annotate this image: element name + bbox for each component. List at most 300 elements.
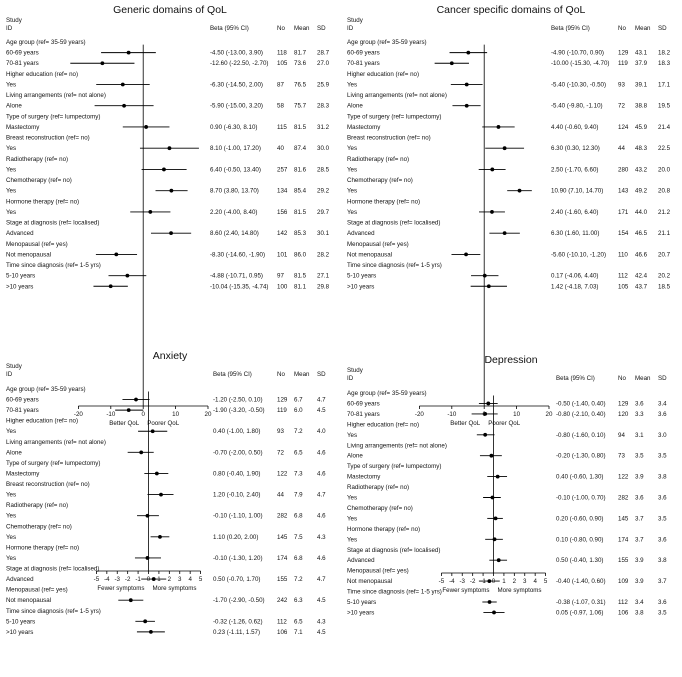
point-estimate [450,61,454,65]
x-tick-label: -1 [480,578,486,585]
study-header: Study [347,367,363,374]
point-estimate [492,611,496,615]
x-tick-label: 10 [172,411,180,418]
row-label: Mastectomy [347,473,381,481]
point-estimate [503,231,507,235]
study-header: Study [6,363,22,370]
group-header: Menopausal (ref= yes) [347,240,409,248]
panel-title: Depression [484,354,538,366]
sd-value: 3.8 [658,557,667,565]
sd-value: 28.7 [317,49,330,57]
mean-value: 7.3 [294,470,303,478]
beta-header: Beta (95% CI) [556,375,595,382]
group-header: Time since diagnosis (ref= 1-5 yrs) [6,262,101,270]
row-label: >10 years [6,283,34,291]
no-value: 154 [618,230,629,238]
forest-panel-1 [6,4,330,427]
point-estimate [466,51,470,55]
point-estimate [143,619,147,623]
point-estimate [122,104,126,108]
group-header: Hormone therapy (ref= no) [6,198,80,206]
point-estimate [100,61,104,65]
group-header: Menopausal (ref= yes) [6,586,68,594]
x-tick-label: -2 [124,576,131,583]
sd-value: 18.2 [658,49,671,57]
row-label: 70-81 years [347,410,380,418]
row-label: Alone [6,102,22,110]
beta-value: -5.90 (-15.00, 3.20) [210,102,263,110]
beta-value: -5.60 (-10.10, -1.20) [551,251,607,259]
x-tick-label: -2 [469,578,476,585]
left-direction-label: Better QoL [450,420,481,427]
row-label: Advanced [6,576,34,584]
sd-value: 4.6 [317,470,326,478]
no-value: 58 [277,102,284,110]
point-estimate [151,429,155,433]
row-label: Not menopausal [347,251,393,259]
no-value: 94 [618,431,625,439]
mean-value: 49.2 [635,187,648,195]
right-direction-label: More symptoms [152,585,197,592]
no-value: 73 [618,452,625,460]
id-header: ID [347,375,354,382]
mean-value: 43.7 [635,283,648,291]
x-tick-label: 2 [167,576,172,583]
sd-header: SD [317,25,326,32]
beta-value: -5.40 (-10.30, -0.50) [551,81,607,89]
row-label: Mastectomy [6,470,40,478]
mean-value: 44.0 [635,208,648,216]
point-estimate [496,475,500,479]
no-value: 122 [277,470,288,478]
sd-value: 30.1 [317,230,330,238]
mean-value: 87.4 [294,145,307,153]
sd-value: 21.4 [658,123,671,131]
sd-value: 29.8 [317,283,330,291]
beta-value: -4.88 (-10.71, 0.95) [210,272,263,280]
sd-value: 25.9 [317,81,330,89]
row-label: Advanced [6,230,34,238]
no-value: 242 [277,597,288,605]
sd-value: 28.2 [317,251,330,259]
mean-value: 81.7 [294,49,307,57]
beta-value: 8.70 (3.80, 13.70) [210,187,259,195]
row-label: 60-69 years [347,400,380,408]
no-value: 93 [277,428,284,436]
sd-value: 3.6 [658,599,667,606]
point-estimate [483,433,487,437]
study-header: Study [6,17,22,24]
sd-value: 3.6 [658,410,667,418]
no-value: 134 [277,187,288,195]
no-value: 40 [277,145,284,153]
mean-value: 86.0 [294,251,307,259]
no-header: No [277,371,285,378]
x-tick-label: 2 [512,578,517,585]
beta-value: 1.10 (0.20, 2.00) [213,533,259,541]
no-value: 112 [277,618,287,626]
no-value: 112 [618,599,628,606]
point-estimate [483,412,487,416]
no-value: 119 [277,407,287,415]
group-header: Chemotherapy (ref= no) [6,177,72,185]
sd-header: SD [317,371,326,378]
sd-value: 4.0 [317,428,326,436]
sd-value: 20.2 [658,272,671,280]
point-estimate [162,168,166,172]
x-tick-label: 4 [533,578,537,585]
row-label: Not menopausal [6,597,52,605]
sd-value: 28.5 [317,166,330,174]
mean-value: 3.6 [635,494,644,502]
row-label: Alone [6,449,22,457]
no-value: 87 [277,81,284,89]
x-tick-label: 20 [545,411,553,418]
group-header: Stage at diagnosis (ref= localised) [347,219,441,227]
no-header: No [618,25,626,32]
point-estimate [487,579,491,583]
row-label: Yes [347,187,358,195]
mean-value: 3.6 [635,400,644,408]
x-tick-label: -3 [459,578,466,585]
x-tick-label: -3 [114,576,121,583]
sd-value: 22.5 [658,145,671,153]
no-value: 156 [277,208,288,216]
point-estimate [464,253,468,257]
group-header: Stage at diagnosis (ref= localised) [347,546,441,554]
point-estimate [129,598,133,602]
row-label: 60-69 years [347,49,380,57]
x-tick-label: -1 [135,576,141,583]
right-direction-label: More symptoms [497,587,542,594]
beta-value: 0.50 (-0.70, 1.70) [213,576,261,584]
row-label: 5-10 years [347,599,377,606]
group-header: Radiotherapy (ref= no) [347,155,410,163]
beta-value: -0.40 (-1.40, 0.60) [556,578,606,586]
row-label: Yes [347,81,358,89]
group-header: Higher education (ref= no) [347,421,420,429]
beta-value: 0.10 (-0.80, 0.90) [556,536,604,544]
group-header: Chemotherapy (ref= no) [6,523,72,531]
point-estimate [490,454,494,458]
beta-value: 0.50 (-0.40, 1.30) [556,557,604,565]
sd-value: 4.6 [317,512,326,520]
point-estimate [144,125,148,129]
no-value: 93 [618,81,625,89]
sd-value: 3.5 [658,609,667,617]
sd-value: 21.2 [658,208,671,216]
mean-value: 3.7 [635,536,644,544]
point-estimate [503,146,507,150]
sd-value: 20.8 [658,187,671,195]
mean-value: 37.9 [635,60,648,68]
no-value: 174 [277,554,288,562]
row-label: Advanced [347,557,375,565]
mean-value: 42.4 [635,272,648,280]
forest-panel-3 [6,350,326,636]
row-label: Yes [347,208,358,216]
sd-value: 4.6 [317,449,326,457]
point-estimate [488,600,492,604]
sd-value: 4.6 [317,554,326,562]
x-tick-label: 1 [157,576,161,583]
right-direction-label: Poorer QoL [147,420,180,427]
no-value: 280 [618,166,629,174]
point-estimate [158,535,162,539]
mean-value: 6.7 [294,396,303,404]
mean-value: 3.9 [635,578,644,586]
point-estimate [134,398,138,402]
sd-value: 4.7 [317,396,326,404]
beta-value: 0.05 (-0.97, 1.06) [556,609,604,617]
point-estimate [465,104,469,108]
group-header: Hormone therapy (ref= no) [347,198,421,206]
beta-value: -0.10 (-1.10, 1.00) [213,512,263,520]
mean-value: 7.5 [294,533,303,541]
point-estimate [155,472,159,476]
mean-value: 76.5 [294,81,307,89]
beta-header: Beta (95% CI) [551,25,590,32]
no-value: 105 [618,283,629,291]
group-header: Age group (ref= 35-59 years) [347,390,427,397]
beta-value: -0.70 (-2.00, 0.50) [213,449,263,457]
no-value: 155 [618,557,629,565]
sd-value: 3.5 [658,515,667,523]
x-tick-label: 3 [178,576,182,583]
group-header: Chemotherapy (ref= no) [347,504,413,512]
group-header: Type of surgery (ref= lumpectomy) [347,113,442,121]
beta-value: -5.40 (-9.80, -1.10) [551,102,603,110]
group-header: Age group (ref= 35-59 years) [6,386,86,393]
mean-value: 3.7 [635,515,644,523]
mean-value: 7.2 [294,576,303,584]
point-estimate [127,408,131,412]
row-label: Not menopausal [347,578,393,586]
row-label: Yes [6,145,17,153]
x-tick-label: -4 [449,578,455,585]
sd-value: 3.8 [658,473,667,481]
sd-value: 28.3 [317,102,330,110]
sd-header: SD [658,25,667,32]
mean-value: 6.8 [294,512,303,520]
row-label: Yes [6,208,17,216]
mean-value: 6.0 [294,407,303,415]
row-label: >10 years [6,628,34,636]
point-estimate [121,83,125,87]
sd-value: 18.3 [658,60,671,68]
study-header: Study [347,17,363,24]
beta-value: 0.23 (-1.11, 1.57) [213,628,261,636]
x-tick-label: 0 [146,576,151,583]
row-label: >10 years [347,609,375,617]
no-value: 44 [618,145,625,153]
no-value: 100 [277,283,288,291]
row-label: Not menopausal [6,251,52,259]
beta-value: -0.20 (-1.30, 0.80) [556,452,606,460]
sd-value: 20.7 [658,251,671,259]
row-label: Alone [347,102,363,110]
row-label: Yes [6,166,17,174]
sd-value: 31.2 [317,123,330,131]
group-header: Time since diagnosis (ref= 1-5 yrs) [347,262,442,270]
row-label: Mastectomy [6,123,40,131]
no-value: 129 [618,49,629,57]
group-header: Living arrangements (ref= not alone) [347,442,447,450]
x-tick-label: -5 [93,576,100,583]
mean-value: 45.9 [635,123,648,131]
row-label: Yes [347,431,358,439]
no-value: 110 [618,251,628,259]
point-estimate [109,284,113,288]
beta-value: 1.42 (-4.18, 7.03) [551,283,599,291]
beta-value: -8.30 (-14.60, -1.90) [210,251,266,259]
sd-value: 27.0 [317,60,330,68]
beta-value: -10.00 (-15.30, -4.70) [551,60,610,68]
no-value: 72 [618,102,625,110]
group-header: Breast reconstruction (ref= no) [347,134,431,142]
group-header: Radiotherapy (ref= no) [6,502,69,510]
x-tick-label: 4 [188,576,192,583]
row-label: Yes [347,166,358,174]
sd-value: 3.5 [658,452,667,460]
group-header: Stage at diagnosis (ref= localised) [6,219,100,227]
x-tick-label: -20 [73,411,83,418]
group-header: Menopausal (ref= yes) [6,240,68,248]
beta-value: -0.10 (-1.30, 1.20) [213,554,263,562]
group-header: Breast reconstruction (ref= no) [6,481,90,489]
point-estimate [127,51,131,55]
beta-value: 2.50 (-1.70, 6.60) [551,166,599,174]
beta-header: Beta (95% CI) [210,25,249,32]
group-header: Living arrangements (ref= not alone) [6,92,106,100]
sd-value: 4.7 [317,576,326,584]
beta-value: -0.50 (-1.40, 0.40) [556,400,606,408]
group-header: Living arrangements (ref= not alone) [6,438,106,446]
no-value: 171 [618,208,629,216]
mean-value: 85.4 [294,187,307,195]
beta-value: 0.40 (-0.60, 1.30) [556,473,604,481]
no-value: 145 [277,533,288,541]
x-tick-label: -10 [447,411,457,418]
forest-panel-4 [347,354,667,616]
beta-value: -1.90 (-3.20, -0.50) [213,407,265,415]
no-value: 174 [618,536,629,544]
mean-value: 81.1 [294,283,307,291]
beta-value: 0.20 (-0.60, 0.90) [556,515,604,523]
right-direction-label: Poorer QoL [488,420,521,427]
mean-value: 48.3 [635,145,648,153]
mean-value: 81.5 [294,123,307,131]
group-header: Stage at diagnosis (ref= localised) [6,565,100,573]
left-direction-label: Fewer symptoms [97,585,145,592]
point-estimate [169,231,173,235]
beta-value: -1.70 (-2.90, -0.50) [213,597,265,605]
point-estimate [148,210,152,214]
mean-header: Mean [635,25,651,32]
sd-value: 4.7 [317,491,326,499]
beta-value: -0.10 (-1.00, 0.70) [556,494,606,502]
mean-value: 6.5 [294,449,303,457]
no-header: No [618,375,626,382]
beta-value: 10.90 (7.10, 14.70) [551,187,604,195]
beta-value: -0.80 (-1.60, 0.10) [556,431,606,439]
row-label: Yes [347,145,358,153]
mean-value: 75.7 [294,102,307,110]
left-direction-label: Better QoL [109,420,140,427]
mean-value: 3.3 [635,410,644,418]
panel-title: Cancer specific domains of QoL [436,4,586,16]
mean-value: 85.3 [294,230,307,238]
no-value: 105 [277,60,288,68]
sd-value: 4.3 [317,618,326,626]
group-header: Age group (ref= 35-59 years) [347,39,427,46]
point-estimate [487,284,491,288]
sd-value: 3.7 [658,578,667,586]
no-value: 145 [618,515,629,523]
point-estimate [125,274,129,278]
row-label: Yes [347,536,358,544]
group-header: Age group (ref= 35-59 years) [6,39,86,46]
no-value: 142 [277,230,288,238]
sd-value: 20.0 [658,166,671,174]
beta-value: -12.60 (-22.50, -2.70) [210,60,269,68]
beta-value: -4.90 (-10.70, 0.90) [551,49,604,57]
mean-value: 3.4 [635,599,644,606]
mean-value: 73.6 [294,60,307,68]
no-value: 106 [277,628,288,636]
sd-value: 18.5 [658,283,671,291]
row-label: 70-81 years [347,60,380,68]
no-value: 124 [618,123,629,131]
point-estimate [486,402,490,406]
x-tick-label: -5 [438,578,445,585]
beta-value: 4.40 (-0.60, 9.40) [551,123,599,131]
no-value: 120 [618,410,629,418]
point-estimate [518,189,522,193]
no-value: 119 [618,60,628,68]
mean-value: 46.5 [635,230,648,238]
beta-value: 0.17 (-4.06, 4.40) [551,272,599,280]
beta-value: 2.20 (-4.00, 8.40) [210,208,258,216]
mean-value: 81.5 [294,208,307,216]
beta-value: 6.30 (0.30, 12.30) [551,145,600,153]
point-estimate [168,146,172,150]
mean-value: 39.1 [635,81,648,89]
x-tick-label: 0 [491,578,496,585]
group-header: Higher education (ref= no) [347,70,420,78]
beta-value: 6.40 (-0.50, 13.40) [210,166,261,174]
no-value: 282 [618,494,629,502]
group-header: Hormone therapy (ref= no) [347,525,421,533]
mean-value: 6.3 [294,597,303,605]
group-header: Hormone therapy (ref= no) [6,544,80,552]
sd-value: 4.5 [317,628,326,636]
sd-value: 3.6 [658,494,667,502]
beta-value: 1.20 (-0.10, 2.40) [213,491,261,499]
id-header: ID [6,25,13,32]
panel-title: Anxiety [152,350,188,362]
sd-value: 17.1 [658,81,671,89]
row-label: 60-69 years [6,49,39,57]
group-header: Radiotherapy (ref= no) [6,155,69,163]
no-value: 112 [618,272,628,280]
sd-value: 30.0 [317,145,330,153]
sd-value: 3.0 [658,431,667,439]
row-label: 5-10 years [6,272,36,280]
beta-value: 8.60 (2.40, 14.80) [210,230,259,238]
row-label: Yes [6,512,17,520]
sd-value: 4.5 [317,407,326,415]
